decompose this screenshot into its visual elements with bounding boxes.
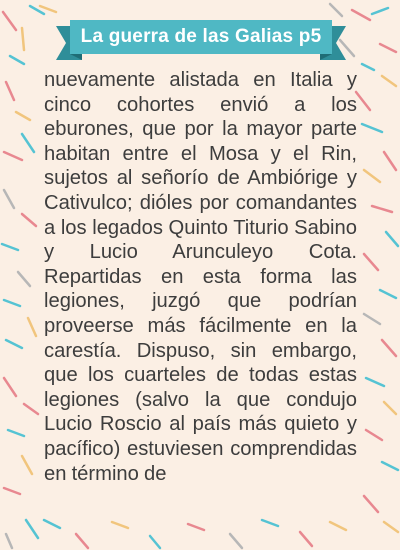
confetti-strip xyxy=(4,378,16,396)
confetti-strip xyxy=(384,522,398,532)
confetti-strip xyxy=(382,462,398,470)
confetti-strip xyxy=(6,534,12,548)
confetti-strip xyxy=(356,92,370,110)
confetti-strip xyxy=(4,190,14,208)
confetti-strip xyxy=(230,534,242,548)
confetti-strip xyxy=(384,152,396,170)
confetti-strip xyxy=(364,170,380,182)
confetti-strip xyxy=(22,134,34,152)
confetti-strip xyxy=(382,340,396,356)
confetti-strip xyxy=(40,6,56,12)
confetti-strip xyxy=(300,532,312,546)
confetti-strip xyxy=(10,56,24,64)
confetti-strip xyxy=(3,12,16,30)
confetti-strip xyxy=(112,522,128,528)
confetti-strip xyxy=(362,64,374,70)
confetti-strip xyxy=(366,430,382,440)
confetti-strip xyxy=(372,206,392,212)
title-banner xyxy=(56,20,346,60)
confetti-strip xyxy=(4,152,22,160)
confetti-strip xyxy=(262,520,278,526)
confetti-strip xyxy=(28,318,36,336)
confetti-strip xyxy=(16,112,30,120)
confetti-strip xyxy=(22,214,36,226)
confetti-strip xyxy=(4,300,20,306)
confetti-strip xyxy=(22,456,32,474)
confetti-strip xyxy=(364,496,378,512)
confetti-strip xyxy=(6,82,14,100)
confetti-strip xyxy=(76,534,88,548)
confetti-strip xyxy=(18,272,30,286)
confetti-strip xyxy=(364,314,380,324)
confetti-strip xyxy=(372,8,388,14)
page-title: La guerra de las Galias p5 xyxy=(80,26,322,47)
confetti-strip xyxy=(24,404,38,414)
confetti-strip xyxy=(2,244,18,250)
confetti-strip xyxy=(22,28,24,50)
confetti-strip xyxy=(384,402,396,414)
confetti-strip xyxy=(364,254,378,270)
confetti-strip xyxy=(330,522,346,530)
confetti-strip xyxy=(188,524,204,530)
confetti-strip xyxy=(380,290,396,298)
confetti-strip xyxy=(362,124,382,132)
confetti-strip xyxy=(6,340,22,348)
confetti-strip xyxy=(380,44,396,52)
confetti-strip xyxy=(26,520,38,538)
body-text: nuevamente alistada en Italia y cinco cohortes envió a los eburones, que por la mayor parte habitan entre el Mosa y el Rin, sujetos al señorío de Ambiórige y Cativulco; dióles por comandantes a los legados Quinto Titurio Sabino y Lucio Arunculeyo Cota. Repartidas en esta forma las legiones, juzgó que podrían proveerse más fácilmente en la carestía. Dispuso, sin embargo, que los cuarteles de todas estas legiones (salvo la que condujo Lucio Roscio al país más quieto y pacífico) estuviesen comprendidas en término de xyxy=(44,69,357,485)
confetti-strip xyxy=(352,10,370,20)
confetti-strip xyxy=(366,378,384,386)
confetti-strip xyxy=(386,232,398,246)
confetti-strip xyxy=(330,4,342,16)
confetti-strip xyxy=(44,520,60,528)
confetti-strip xyxy=(150,536,160,548)
confetti-strip xyxy=(382,76,396,86)
confetti-strip xyxy=(4,488,20,494)
confetti-strip xyxy=(8,430,24,436)
